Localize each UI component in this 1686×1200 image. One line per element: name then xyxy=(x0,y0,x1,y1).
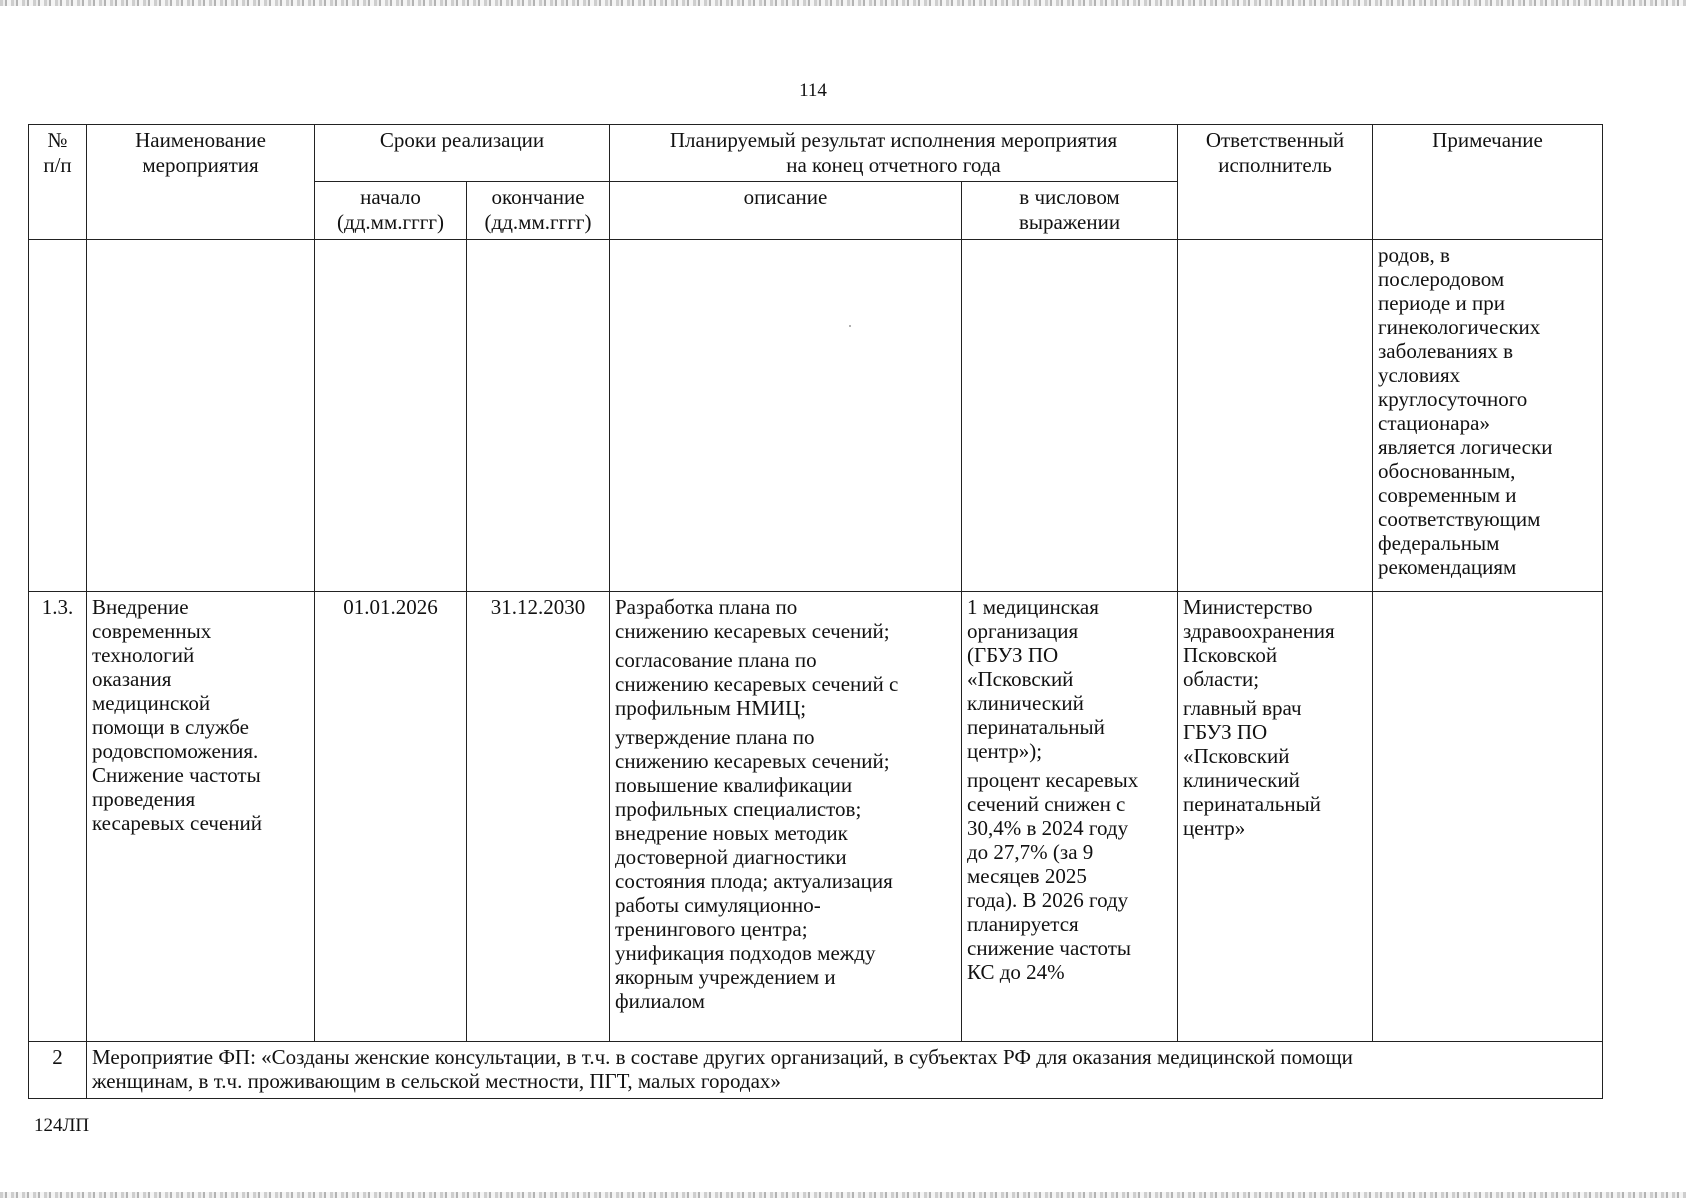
footer-code: 124ЛП xyxy=(34,1115,90,1136)
scan-edge-top xyxy=(0,0,1686,6)
row-1-3-description-p1: Разработка плана по снижению кесаревых сечений; xyxy=(615,595,890,643)
row-1-3-description xyxy=(610,592,962,1042)
row-1-3-responsible xyxy=(1178,592,1373,1042)
table-row-1-3 xyxy=(29,592,1603,1042)
row-1-3-responsible-p1: Министерство здравоохранения Псковской области; xyxy=(1183,595,1335,691)
row-1-3-name: Внедрение современных технологий оказания медицинской помощи в службе родовспоможения. Снижение частоты проведения кесаревых сечений xyxy=(87,592,315,1042)
header-start: начало (дд.мм.гггг) xyxy=(315,182,467,240)
continued-description-cell xyxy=(610,240,962,592)
header-name: Наименование мероприятия xyxy=(87,125,315,240)
header-row-1 xyxy=(29,125,1603,182)
table-row-2 xyxy=(29,1042,1603,1099)
row-1-3-description-p2: согласование плана по снижению кесаревых сечений с профильным НМИЦ; xyxy=(615,648,899,720)
row-1-3-num: 1.3. xyxy=(29,592,87,1042)
row-1-3-numeric xyxy=(962,592,1178,1042)
header-terms: Сроки реализации xyxy=(315,125,610,182)
continued-numeric-cell xyxy=(962,240,1178,592)
scan-edge-bottom xyxy=(0,1192,1686,1198)
header-num: № п/п xyxy=(29,125,87,240)
header-numeric: в числовом выражении xyxy=(962,182,1178,240)
header-result: Планируемый результат исполнения мероприятия на конец отчетного года xyxy=(610,125,1178,182)
header-responsible: Ответственный исполнитель xyxy=(1178,125,1373,240)
row-1-3-note xyxy=(1373,592,1603,1042)
header-end: окончание (дд.мм.гггг) xyxy=(467,182,610,240)
row-1-3-end: 31.12.2030 xyxy=(467,592,610,1042)
row-1-3-description-p3: утверждение плана по снижению кесаревых сечений; повышение квалификации профильных специалистов; внедрение новых методик достоверной диагностики состояния плода; актуализация работы симуляционно- тренингового центра; унификация подходов между якорным учреждением и филиалом xyxy=(615,725,893,1013)
scan-speck xyxy=(849,325,851,327)
header-note: Примечание xyxy=(1373,125,1603,240)
continued-end-cell xyxy=(467,240,610,592)
row-2-text: Мероприятие ФП: «Созданы женские консультации, в т.ч. в составе других организаций, в субъектах РФ для оказания медицинской помощи женщинам, в т.ч. проживающим в сельской местности, ПГТ, малых городах» xyxy=(87,1042,1603,1099)
row-2-num: 2 xyxy=(29,1042,87,1099)
continued-responsible-cell xyxy=(1178,240,1373,592)
continued-row xyxy=(29,240,1603,592)
continued-note-cell: родов, в послеродовом периоде и при гинекологических заболеваниях в условиях круглосуточного стационара» является логически обоснованным, современным и соответствующим федеральным рекомендациям xyxy=(1373,240,1603,592)
row-1-3-start: 01.01.2026 xyxy=(315,592,467,1042)
row-1-3-numeric-p2: процент кесаревых сечений снижен с 30,4% в 2024 году до 27,7% (за 9 месяцев 2025 года). В 2026 году планируется снижение частоты КС до 24% xyxy=(967,768,1139,984)
continued-start-cell xyxy=(315,240,467,592)
row-1-3-numeric-p1: 1 медицинская организация (ГБУЗ ПО «Псковский клинический перинатальный центр»); xyxy=(967,595,1105,763)
continued-num-cell xyxy=(29,240,87,592)
continued-name-cell xyxy=(87,240,315,592)
header-description: описание xyxy=(610,182,962,240)
row-1-3-responsible-p2: главный врач ГБУЗ ПО «Псковский клинический перинатальный центр» xyxy=(1183,696,1321,840)
page-number: 114 xyxy=(799,80,827,101)
measures-table xyxy=(28,124,1603,1099)
